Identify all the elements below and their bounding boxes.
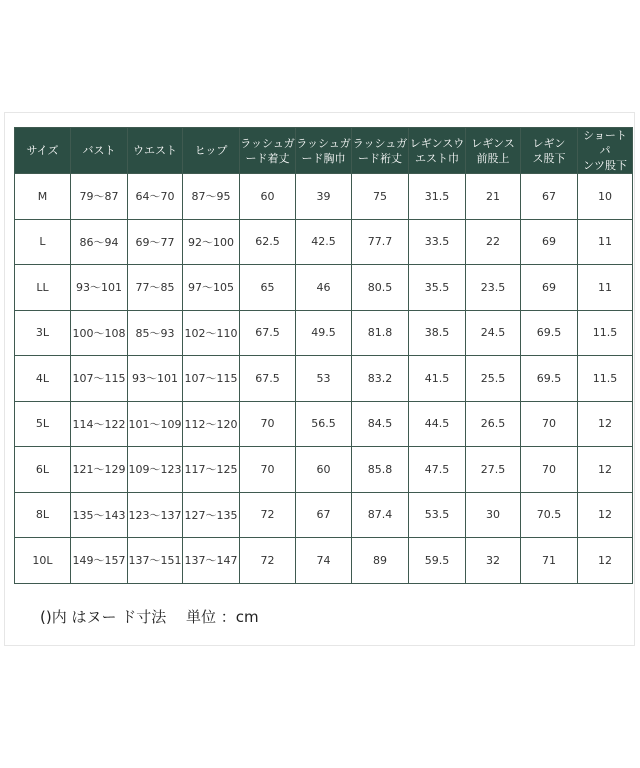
- table-cell: 137～147: [183, 538, 240, 584]
- table-cell: 32: [466, 538, 521, 584]
- table-cell: 85～93: [128, 310, 183, 356]
- table-row: [15, 310, 633, 356]
- table-cell: 69: [521, 219, 578, 265]
- table-cell: 81.8: [352, 310, 409, 356]
- table-cell: 69.5: [521, 310, 578, 356]
- table-cell: 56.5: [296, 401, 352, 447]
- table-cell: 26.5: [466, 401, 521, 447]
- table-cell: 72: [240, 492, 296, 538]
- table-row: [15, 174, 633, 220]
- table-cell: 114～122: [71, 401, 128, 447]
- table-cell: 102～110: [183, 310, 240, 356]
- table-row: [15, 538, 633, 584]
- table-row: [15, 401, 633, 447]
- table-cell: 24.5: [466, 310, 521, 356]
- table-cell: 67: [521, 174, 578, 220]
- table-cell: 117～125: [183, 447, 240, 493]
- table-cell: 53: [296, 356, 352, 402]
- table-cell: 10: [578, 174, 633, 220]
- table-cell: 60: [240, 174, 296, 220]
- table-cell: 12: [578, 401, 633, 447]
- table-cell: 47.5: [409, 447, 466, 493]
- table-cell: 27.5: [466, 447, 521, 493]
- column-header: ヒップ: [183, 128, 240, 174]
- table-cell: 64～70: [128, 174, 183, 220]
- table-cell: 135～143: [71, 492, 128, 538]
- table-cell: 11: [578, 265, 633, 311]
- size-label-cell: 8L: [15, 492, 71, 538]
- table-cell: 101～109: [128, 401, 183, 447]
- size-chart-table: [14, 127, 633, 584]
- size-label-cell: L: [15, 219, 71, 265]
- table-cell: 49.5: [296, 310, 352, 356]
- table-cell: 121～129: [71, 447, 128, 493]
- table-cell: 85.8: [352, 447, 409, 493]
- table-cell: 80.5: [352, 265, 409, 311]
- table-cell: 60: [296, 447, 352, 493]
- column-header: ラッシュガ ード胸巾: [296, 128, 352, 174]
- column-header: レギン ス股下: [521, 128, 578, 174]
- table-cell: 70.5: [521, 492, 578, 538]
- table-cell: 42.5: [296, 219, 352, 265]
- table-cell: 84.5: [352, 401, 409, 447]
- table-cell: 11.5: [578, 310, 633, 356]
- table-cell: 59.5: [409, 538, 466, 584]
- size-label-cell: 6L: [15, 447, 71, 493]
- table-cell: 107～115: [71, 356, 128, 402]
- table-cell: 86～94: [71, 219, 128, 265]
- table-cell: 67: [296, 492, 352, 538]
- table-cell: 97～105: [183, 265, 240, 311]
- table-cell: 75: [352, 174, 409, 220]
- table-cell: 77.7: [352, 219, 409, 265]
- table-cell: 33.5: [409, 219, 466, 265]
- table-cell: 79～87: [71, 174, 128, 220]
- table-cell: 107～115: [183, 356, 240, 402]
- table-cell: 67.5: [240, 356, 296, 402]
- table-cell: 22: [466, 219, 521, 265]
- table-cell: 89: [352, 538, 409, 584]
- table-cell: 92～100: [183, 219, 240, 265]
- table-cell: 30: [466, 492, 521, 538]
- size-label-cell: 10L: [15, 538, 71, 584]
- table-cell: 70: [521, 401, 578, 447]
- table-cell: 62.5: [240, 219, 296, 265]
- table-cell: 72: [240, 538, 296, 584]
- table-cell: 74: [296, 538, 352, 584]
- table-cell: 44.5: [409, 401, 466, 447]
- column-header: ウエスト: [128, 128, 183, 174]
- table-cell: 53.5: [409, 492, 466, 538]
- table-row: [15, 447, 633, 493]
- table-cell: 149～157: [71, 538, 128, 584]
- table-cell: 67.5: [240, 310, 296, 356]
- table-cell: 77～85: [128, 265, 183, 311]
- table-row: [15, 219, 633, 265]
- size-label-cell: LL: [15, 265, 71, 311]
- table-cell: 12: [578, 492, 633, 538]
- table-cell: 35.5: [409, 265, 466, 311]
- table-cell: 38.5: [409, 310, 466, 356]
- table-cell: 93～101: [128, 356, 183, 402]
- table-cell: 23.5: [466, 265, 521, 311]
- table-row: [15, 492, 633, 538]
- table-row: [15, 265, 633, 311]
- column-header: レギンスウ エスト巾: [409, 128, 466, 174]
- table-cell: 11.5: [578, 356, 633, 402]
- column-header: サイズ: [15, 128, 71, 174]
- table-cell: 70: [240, 447, 296, 493]
- table-body: [15, 174, 633, 584]
- table-cell: 70: [521, 447, 578, 493]
- table-cell: 41.5: [409, 356, 466, 402]
- table-cell: 87.4: [352, 492, 409, 538]
- table-cell: 21: [466, 174, 521, 220]
- table-cell: 12: [578, 447, 633, 493]
- column-header: ラッシュガ ード着丈: [240, 128, 296, 174]
- table-cell: 112～120: [183, 401, 240, 447]
- table-row: [15, 356, 633, 402]
- size-label-cell: 5L: [15, 401, 71, 447]
- table-cell: 137～151: [128, 538, 183, 584]
- table-cell: 127～135: [183, 492, 240, 538]
- table-cell: 65: [240, 265, 296, 311]
- table-cell: 31.5: [409, 174, 466, 220]
- size-label-cell: 3L: [15, 310, 71, 356]
- size-label-cell: 4L: [15, 356, 71, 402]
- table-cell: 71: [521, 538, 578, 584]
- table-cell: 87～95: [183, 174, 240, 220]
- table-cell: 69～77: [128, 219, 183, 265]
- table-cell: 70: [240, 401, 296, 447]
- table-cell: 83.2: [352, 356, 409, 402]
- table-cell: 25.5: [466, 356, 521, 402]
- table-cell: 69.5: [521, 356, 578, 402]
- table-cell: 109～123: [128, 447, 183, 493]
- size-label-cell: M: [15, 174, 71, 220]
- column-header: レギンス 前股上: [466, 128, 521, 174]
- table-cell: 12: [578, 538, 633, 584]
- table-cell: 123～137: [128, 492, 183, 538]
- column-header: ショートパ ンツ股下: [578, 128, 633, 174]
- measurement-note: ()内 はヌー ド寸法 単位 ：cm: [40, 608, 259, 626]
- table-cell: 93～101: [71, 265, 128, 311]
- table-cell: 11: [578, 219, 633, 265]
- table-cell: 46: [296, 265, 352, 311]
- table-cell: 100～108: [71, 310, 128, 356]
- column-header: ラッシュガ ード裄丈: [352, 128, 409, 174]
- table-cell: 69: [521, 265, 578, 311]
- column-header: バスト: [71, 128, 128, 174]
- header-row: [15, 128, 633, 174]
- table-cell: 39: [296, 174, 352, 220]
